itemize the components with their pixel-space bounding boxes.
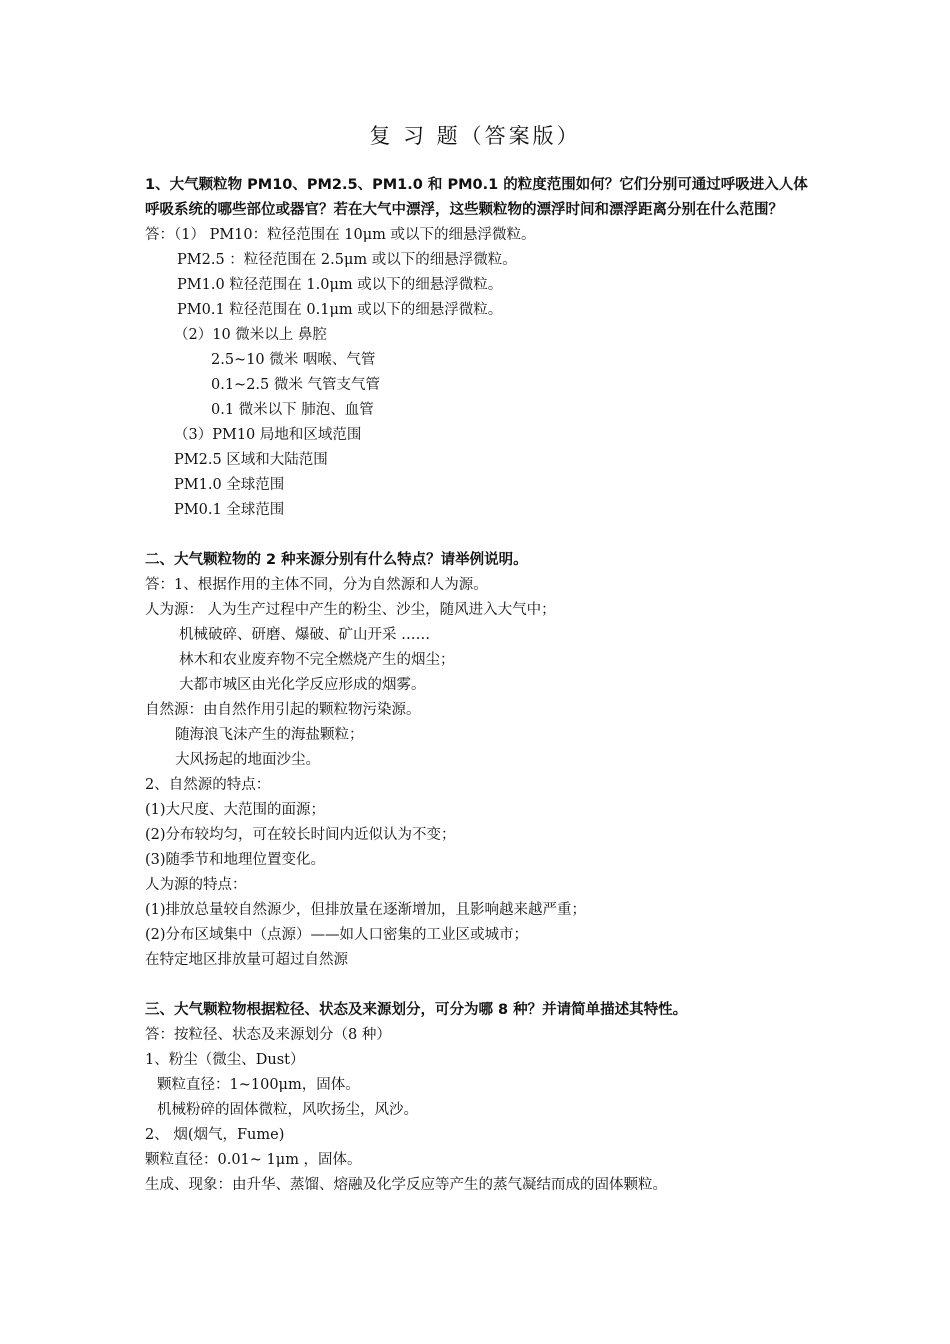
answer-line: 答：1、根据作用的主体不同，分为自然源和人为源。 (145, 577, 488, 593)
answer-line: (1)大尺度、大范围的面源； (145, 802, 326, 818)
answer-line: 自然源：由自然作用引起的颗粒物污染源。 (145, 702, 421, 718)
question-3: 三、大气颗粒物根据粒径、状态及来源划分，可分为哪 8 种？并请简单描述其特性。 (145, 1002, 688, 1018)
answer-line: 机械粉碎的固体微粒，风吹扬尘，风沙。 (157, 1102, 418, 1118)
answer-line: (2)分布较均匀，可在较长时间内近似认为不变； (145, 827, 456, 843)
answer-line: 大都市城区由光化学反应形成的烟雾。 (179, 677, 426, 693)
answer-line: 林木和农业废弃物不完全燃烧产生的烟尘； (179, 652, 455, 668)
answer-line: 人为源的特点： (145, 877, 247, 893)
answer-line: 0.1~2.5 微米 气管支气管 (211, 377, 380, 393)
answer-line: 0.1 微米以下 肺泡、血管 (211, 402, 374, 418)
answer-line: 2.5~10 微米 咽喉、气管 (211, 352, 376, 368)
answer-line: 颗粒直径：0.01~ 1μm ，固体。 (145, 1152, 362, 1168)
answer-line: 生成、现象：由升华、蒸馏、熔融及化学反应等产生的蒸气凝结而成的固体颗粒。 (145, 1177, 667, 1193)
answer-line: (2)分布区域集中（点源）——如人口密集的工业区或城市； (145, 927, 529, 943)
answer-line: 人为源： 人为生产过程中产生的粉尘、沙尘，随风进入大气中； (145, 602, 556, 618)
answer-line: 答：（1） PM10：粒径范围在 10μm 或以下的细悬浮微粒。 (145, 227, 536, 243)
spacer (145, 973, 815, 998)
answer-line: PM0.1 全球范围 (174, 502, 285, 518)
document-body (145, 173, 815, 1198)
spacer (145, 523, 815, 548)
answer-line: (1)排放总量较自然源少，但排放量在逐渐增加，且影响越来越严重； (145, 902, 587, 918)
answer-line: (3)随季节和地理位置变化。 (145, 852, 326, 868)
answer-line: 颗粒直径：1~100μm，固体。 (157, 1077, 360, 1093)
answer-line: 大风扬起的地面沙尘。 (175, 752, 320, 768)
question-1: 1、大气颗粒物 PM10、PM2.5、PM1.0 和 PM0.1 的粒度范围如何？它们分别可通过呼吸进入人体呼吸系统的哪些部位或器官？若在大气中漂浮，这些颗粒物的漂浮时间和漂浮距离分别在什么范围？ (145, 177, 808, 218)
answer-line: （2）10 微米以上 鼻腔 (174, 327, 327, 343)
answer-line: PM0.1 粒径范围在 0.1μm 或以下的细悬浮微粒。 (177, 302, 503, 318)
answer-line: 机械破碎、研磨、爆破、矿山开采 …… (179, 627, 431, 643)
page-title: 复 习 题（答案版） (369, 124, 581, 148)
question-2: 二、大气颗粒物的 2 种来源分别有什么特点？请举例说明。 (145, 552, 528, 568)
answer-line: 在特定地区排放量可超过自然源 (145, 952, 348, 968)
answer-line: （3）PM10 局地和区域范围 (174, 427, 362, 443)
answer-line: PM2.5 区域和大陆范围 (174, 452, 328, 468)
answer-line: PM1.0 全球范围 (174, 477, 285, 493)
answer-line: 2、自然源的特点： (145, 777, 271, 793)
answer-line: PM2.5 ：粒径范围在 2.5μm 或以下的细悬浮微粒。 (177, 252, 517, 268)
answer-line: PM1.0 粒径范围在 1.0μm 或以下的细悬浮微粒。 (177, 277, 503, 293)
answer-line: 1、粉尘（微尘、Dust） (145, 1052, 305, 1068)
answer-line: 2、 烟(烟气，Fume) (145, 1127, 285, 1143)
answer-line: 答：按粒径、状态及来源划分（8 种） (145, 1027, 391, 1043)
answer-line: 随海浪飞沫产生的海盐颗粒； (175, 727, 364, 743)
